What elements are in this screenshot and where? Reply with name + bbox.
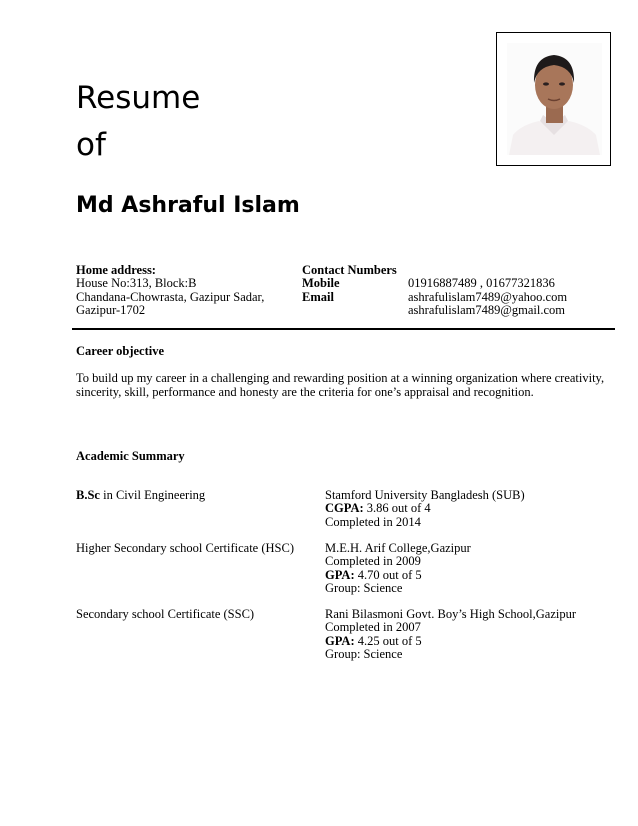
resume-title: Resume [76, 80, 201, 116]
mobile-label: Mobile [302, 276, 340, 290]
ssc-score-value: 4.25 out of 5 [354, 634, 422, 648]
bsc-score-label: CGPA: [325, 501, 364, 515]
degree-bsc [76, 489, 205, 503]
email-yahoo: ashrafulislam7489@yahoo.com [408, 290, 568, 304]
degree-bsc-abbr: B.Sc [76, 488, 100, 502]
hsc-score-label: GPA: [325, 568, 355, 582]
hsc-group: Group: Science [325, 581, 403, 595]
email-label: Email [302, 290, 334, 304]
degree-hsc: Higher Secondary school Certificate (HSC) [76, 541, 294, 555]
address-line-1: House No:313, Block:B [76, 276, 197, 290]
academic-heading: Academic Summary [76, 449, 185, 463]
address-line-2: Chandana-Chowrasta, Gazipur Sadar, [76, 290, 265, 304]
candidate-name: Md Ashraful Islam [76, 193, 300, 218]
ssc-group: Group: Science [325, 647, 403, 661]
email-gmail: ashrafulislam7489@gmail.com [408, 303, 565, 317]
address-heading: Home address: [76, 263, 156, 277]
bsc-score-value: 3.86 out of 4 [363, 501, 431, 515]
bsc-score [325, 502, 431, 516]
resume-title-of: of [76, 127, 106, 163]
degree-ssc: Secondary school Certificate (SSC) [76, 607, 255, 621]
address-line-3: Gazipur-1702 [76, 303, 146, 317]
photo-frame [496, 32, 611, 166]
bsc-completed: Completed in 2014 [325, 515, 421, 529]
ssc-score-label: GPA: [325, 634, 355, 648]
hsc-score-value: 4.70 out of 5 [354, 568, 422, 582]
bsc-institution: Stamford University Bangladesh (SUB) [325, 488, 525, 502]
profile-photo [507, 43, 602, 155]
career-text: To build up my career in a challenging and rewarding position at a winning organization where creativity, sincerity, skill, performance and honesty are the criteria for one’s appraisal and recognition. [76, 371, 605, 399]
ssc-institution: Rani Bilasmoni Govt. Boy’s High School,Gazipur [325, 607, 577, 621]
contact-heading: Contact Numbers [302, 263, 397, 277]
degree-bsc-field: in Civil Engineering [99, 488, 206, 502]
mobile-value: 01916887489 , 01677321836 [408, 276, 555, 290]
hsc-completed: Completed in 2009 [325, 554, 421, 568]
hsc-institution: M.E.H. Arif College,Gazipur [325, 541, 471, 555]
ssc-completed: Completed in 2007 [325, 620, 421, 634]
career-heading: Career objective [76, 344, 165, 358]
section-divider [72, 328, 615, 330]
